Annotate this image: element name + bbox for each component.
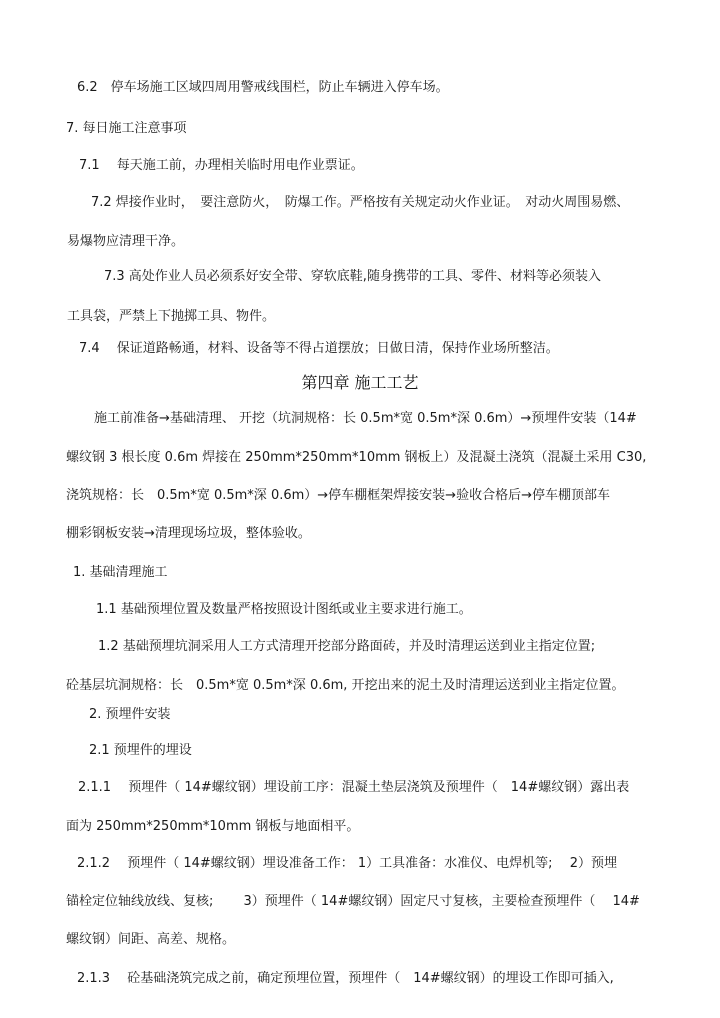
section-1-2-line2: 砼基层坑洞规格：长 0.5m*宽 0.5m*深 0.6m, 开挖出来的泥土及时清理运送到业主指定位置。 [66,678,625,693]
section-6-2: 6.2 停车场施工区域四周用警戒线围栏，防止车辆进入停车场。 [77,80,449,95]
section-7-2-line1: 7.2 焊接作业时， 要注意防火， 防爆工作。严格按有关规定动火作业证。 对动火周围易燃、 [91,195,630,210]
process-line2: 螺纹钢 3 根长度 0.6m 焊接在 250mm*250mm*10mm 钢板上）及混凝土浇筑（混凝土采用 C30, [66,450,647,465]
section-1-heading: 1. 基础清理施工 [73,565,168,580]
section-7-heading: 7. 每日施工注意事项 [66,121,187,136]
section-7-3-line2: 工具袋，严禁上下抛掷工具、物件。 [67,309,276,324]
section-2-1-2-line3: 螺纹钢）间距、高差、规格。 [66,932,236,947]
process-line4: 棚彩钢板安装→清理现场垃圾，整体验收。 [66,526,311,541]
section-1-1: 1.1 基础预埋位置及数量严格按照设计图纸或业主要求进行施工。 [96,602,472,617]
section-1-2-line1: 1.2 基础预埋坑洞采用人工方式清理开挖部分路面砖，并及时清理运送到业主指定位置; [98,639,596,654]
section-2-1-1-line2: 面为 250mm*250mm*10mm 钢板与地面相平。 [66,819,360,834]
section-2-1-2-line2: 锚栓定位轴线放线、复核; 3）预埋件（ 14#螺纹钢）固定尺寸复核，主要检查预埋件（ 14# [66,894,640,909]
process-line3: 浇筑规格：长 0.5m*宽 0.5m*深 0.6m）→停车棚框架焊接安装→验收合格后→停车棚顶部车 [66,488,610,503]
chapter-title: 第四章 施工工艺 [301,373,419,392]
section-7-3-line1: 7.3 高处作业人员必须系好安全带、穿软底鞋,随身携带的工具、零件、材料等必须装入 [104,269,601,284]
section-7-2-line2: 易爆物应清理干净。 [67,234,185,249]
section-2-heading: 2. 预埋件安装 [89,707,171,722]
section-2-1: 2.1 预埋件的埋设 [89,743,192,758]
section-2-1-1-line1: 2.1.1 预埋件（ 14#螺纹钢）埋设前工序：混凝土垫层浇筑及预埋件（ 14#螺纹钢）露出表 [78,780,630,795]
section-7-1: 7.1 每天施工前，办理相关临时用电作业票证。 [79,158,364,173]
section-2-1-2-line1: 2.1.2 预埋件（ 14#螺纹钢）埋设准备工作： 1）工具准备：水准仪、电焊机等; 2）预埋 [77,856,617,871]
process-line1: 施工前准备→基础清理、 开挖（坑洞规格：长 0.5m*宽 0.5m*深 0.6m）→预埋件安装（14# [94,411,637,426]
section-2-1-3: 2.1.3 砼基础浇筑完成之前，确定预埋位置，预埋件（ 14#螺纹钢）的埋设工作即可插入, [77,971,614,986]
section-7-4: 7.4 保证道路畅通，材料、设备等不得占道摆放；日做日清，保持作业场所整洁。 [79,341,559,356]
